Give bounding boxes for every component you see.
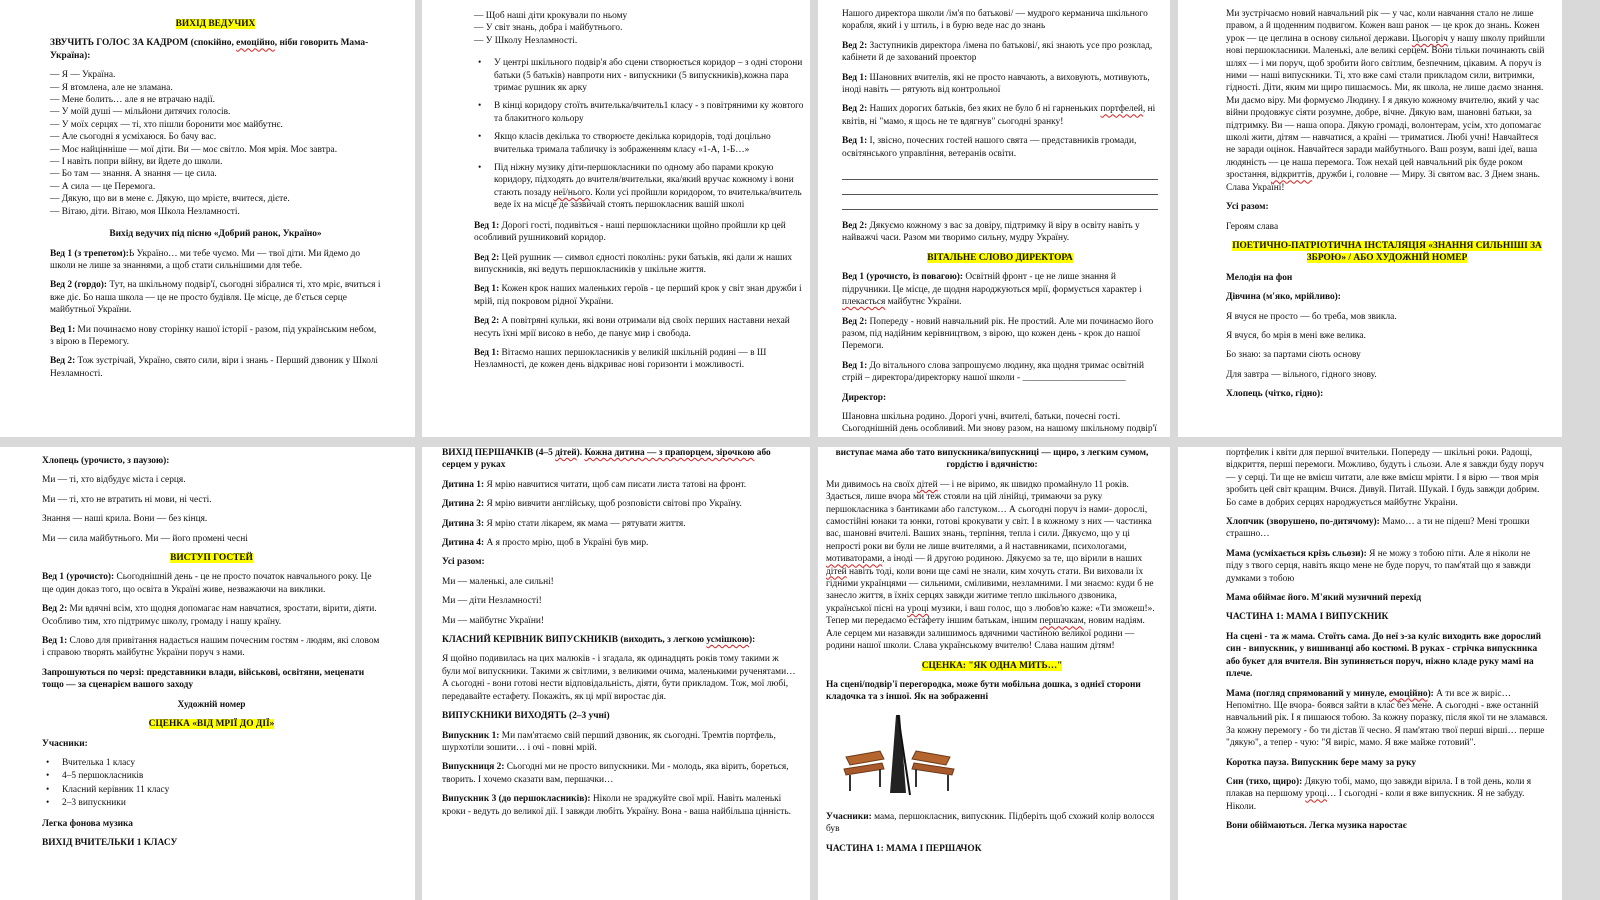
spellcheck-flag: портфелей — [1100, 104, 1143, 115]
dialogue-text: Цей рушник — символ єдності поколінь: руки батьків, які дали ж наших випускників, які ведуть першокласників у шкільне життя. — [474, 252, 793, 275]
dialogue-text: Дякуємо кожному з вас за довіру, підтримку й віру в освіту навіть у найважчі часи. Разом ми творимо сильну, мудру Україну. — [842, 221, 1140, 244]
fill-in-line — [842, 197, 1158, 210]
bullet-item: • У центрі шкільного подвір'я або сцени створюється коридор – з одні сторони батьки (5 батьків) навпроти них - випускники (5 випускників),кожна пара тримає рушник як арку — [488, 57, 810, 94]
document-page-3 — [818, 0, 1170, 437]
speaker-label: Вед 1: — [842, 72, 868, 83]
dialogue-text: Вітаємо наших першокласників у великій шкільній родині — в Ш Незламності, де кожен день відкриває нові горизонти і можливості. — [474, 347, 767, 371]
verse-lines — [474, 10, 810, 47]
dialogue-line — [50, 355, 381, 380]
section-heading-text: СЦЕНКА «ВІД МРІЇ ДО ДІЇ» — [148, 719, 275, 730]
dialogue-text: Ми пам'ятаємо свій перший дзвоник, як сьогодні. Тремтів портфель, шурхотіли зошити… і очі - повні мрій. — [442, 730, 776, 753]
verse-line: — Моє найцінніше — мої діти. Ви — моє світло. Моя мрія. Моє завтра. — [50, 144, 338, 155]
dialogue-line — [442, 761, 798, 786]
dialogue-text: Сьогодні ми не просто випускники. Ми - молодь, яка вірить, бореться, творить. І хочемо сказати вам, першачки… — [442, 762, 789, 785]
verse-line: — У моїх серцях — ті, хто пішли боронити моє майбутнє. — [50, 119, 283, 130]
dialogue-text: Я мрію навчитися читати, щоб сам писати листа татові на фронт. — [484, 479, 747, 490]
bold-paragraph: Хлопець (чітко, гідно): — [1226, 389, 1324, 400]
speaker-label: Вед 1: — [474, 220, 500, 231]
spellcheck-flag: плекається — [842, 297, 886, 308]
dialogue-text: Ніколи не зраджуйте свої мрії. Навіть маленькі кроки - ведуть до великої дії. І завжди любіть Україну. Вона - ваша найбільша цінність. — [442, 794, 791, 817]
paragraph: Ми — маленькі, але сильні! — [442, 576, 554, 587]
speaker-label: Вед 2: — [842, 221, 868, 232]
bold-paragraph: ЧАСТИНА 1: МАМА І ВИПУСКНИК — [1226, 612, 1389, 623]
dialogue-line — [442, 537, 798, 549]
dialogue-line — [50, 324, 381, 349]
bold-paragraph: ВИХІД ПЕРШАЧКІВ (4–5 дітей). Кожна дитина — з прапорцем, зірочкою або серцем у руках — [442, 448, 771, 471]
dialogue-line — [442, 730, 798, 755]
paragraph: Бо знаю: за партами сіють основу — [1226, 350, 1361, 361]
speaker-label: Вед 1 (урочисто, із повагою): — [842, 272, 964, 283]
verse-line: — І навіть попри війну, ви йдете до школи. — [50, 157, 223, 168]
dialogue-text: Ми починаємо нову сторінку нашої історії - разом, під українським небом, з вірою в Перемогу. — [50, 324, 377, 347]
dialogue-line — [842, 220, 1158, 245]
dialogue-text: Я мрію вивчити англійську, щоб розповісти світові про Україну. — [484, 499, 742, 510]
bullet-item: • Класний керівник 11 класу — [56, 784, 381, 796]
dialogue-line — [442, 518, 798, 530]
verse-line: — Але сьогодні я усміхаюся. Бо бачу вас. — [50, 132, 217, 143]
dialogue-line — [1226, 548, 1548, 585]
verse-line: — Я — Україна. — [50, 70, 116, 81]
spellcheck-flag: мотиваторами — [826, 554, 883, 565]
centered-bold-paragraph: виступає мама або тато випускника/випускниці — щиро, з легким сумом, гордістю і вдячністю: — [835, 448, 1149, 471]
dialogue-line — [42, 571, 381, 596]
paragraph: Я щойно подивилась на цих малюків - і згадала, як одинадцять років тому такими ж були мої випускники. Такими ж світлими, з великими очима, маленькими рученятами… А сьогодні - вони готові нести відповідальність, діяти, бути прикладом. Тож, мої любі, передавайте естафету. Покажіть, як ці мрії виростає дія. — [442, 654, 796, 702]
bold-paragraph: КЛАСНИЙ КЕРІВНИК ВИПУСКНИКІВ (виходить, з легкою усмішкою): — [442, 635, 756, 646]
speaker-label: Дитина 3: — [442, 518, 485, 529]
dialogue-text: Шановних вчителів, які не просто навчають, а виховують, мотивують, іноді навіть — рятують від контрольної — [842, 72, 1150, 96]
speaker-label: Вед 1 (урочисто): — [42, 572, 115, 583]
paragraph: Ми — діти Незламності! — [442, 596, 542, 607]
dialogue-text: Слово для привітання надається нашим почесним гостям - людям, які словом і справою творять майбутнє України поруч з нами. — [42, 636, 380, 659]
speaker-label: Дитина 1: — [442, 479, 485, 490]
paragraph: Шановна шкільна родино. Дорогі учні, вчителі, батьки, почесні гості. Сьогоднішній день особливий. Ми знову разом, на нашому шкільному подвір'ї — [842, 411, 1157, 435]
document-page-4 — [1178, 0, 1562, 437]
paragraph: Ми — ті, хто відбудує міста і серця. — [42, 475, 186, 486]
spellcheck-flag: усмішкою — [706, 635, 749, 646]
bench-right — [912, 751, 954, 791]
speaker-label: Вед 1 (з трепетом): — [50, 248, 129, 259]
spellcheck-flag: уроці — [1305, 789, 1327, 800]
dialogue-text: Тут, на шкільному подвір'ї, сьогодні зібралися ті, хто мріє, вчиться і вже діє. Бо наша школа — це не просто будівля. Це місце, де б'ється серце майбутньої України. — [50, 280, 381, 316]
dialogue-line — [474, 220, 810, 245]
spellcheck-flag: Кожна дитина — з прапорцем, зірочкою — [584, 448, 755, 458]
dialogue-line — [50, 248, 381, 273]
dialogue-line — [842, 40, 1158, 65]
document-page-2 — [422, 0, 810, 437]
dialogue-text: Дорогі гості, подивіться - наші першокласники щойно пройшли кр цей особливий рушниковий коридор. — [474, 220, 786, 244]
bold-paragraph: Хлопець (урочисто, з паузою): — [42, 456, 170, 466]
speaker-label: Дитина 4: — [442, 538, 485, 549]
verse-line: — А сила — це Перемога. — [50, 181, 156, 192]
speaker-label: Вед 1: — [842, 360, 868, 371]
dialogue-text: А ти все ж виріс… Непомітно. Ще вчора- боявся зайти в клас без мене. А сьогодні - вже останній навчальний рік. І я пишаюся тобою. За кожну поразку, після якої ти не зламався. За кожну перемогу - бо ти дістав її чесно. Я пам'ятаю твої перші вірші… перше "дякую", а тепер - чую: "Я виріс, мамо. Я вже майже готовий". — [1226, 688, 1548, 749]
dialogue-line — [842, 72, 1158, 97]
verse-line: — Мене болить… але я не втрачаю надії. — [50, 95, 215, 106]
speaker-label: Мама (усміхається крізь сльози): — [1226, 548, 1367, 559]
spellcheck-flag: емоційно — [236, 38, 275, 49]
speaker-label: Вед 2: — [50, 356, 76, 367]
dialogue-line — [442, 479, 798, 491]
dialogue-line — [474, 283, 810, 308]
dialogue-line — [842, 360, 1158, 385]
dialogue-text: Мамо… а ти не підеш? Мені трошки страшно… — [1226, 517, 1530, 540]
paragraph: Ми — майбутнє України! — [442, 615, 545, 626]
paragraph: Для завтра — вільного, гідного знову. — [1226, 369, 1377, 380]
bold-paragraph: Мама обіймає його. М'який музичний перехід — [1226, 593, 1422, 604]
verse-line: — У Школу Незламності. — [474, 35, 578, 46]
dialogue-text: Попереду - новий навчальний рік. Не простий. Але ми починаємо його разом, під надійним керівництвом, з вірою, що кожен день - крок до нашої Перемоги. — [842, 316, 1154, 352]
section-heading-text: ВИСТУП ГОСТЕЙ — [170, 553, 253, 564]
dialogue-text: Заступників директора /імена по батькові/, які знають усе про розклад, кабінети й де захований проектор — [842, 40, 1153, 64]
paragraph: Я вчуся, бо мрія в мені вже велика. — [1226, 330, 1366, 341]
bullet-list — [42, 757, 381, 810]
paragraph: Ми — ті, хто не втратить ні мови, ні честі. — [42, 494, 212, 505]
section-heading — [42, 552, 381, 564]
section-heading-text: ВІТАЛЬНЕ СЛОВО ДИРЕКТОРА — [927, 252, 1073, 263]
bench-left — [844, 751, 884, 791]
fill-in-line — [842, 167, 1158, 180]
dialogue-line — [1226, 516, 1548, 541]
dialogue-line — [842, 316, 1158, 353]
dialogue-line — [826, 811, 1158, 836]
dialogue-text: Ми вдячні всім, хто щодня допомагає нам навчатися, зростати, вірити, діяти. Особливо тим, хто підтримує школу, громаду і нашу країну. — [42, 604, 377, 627]
section-heading — [42, 718, 381, 730]
document-page-6 — [422, 447, 810, 900]
dialogue-line — [842, 103, 1158, 128]
spellcheck-flag: першачкам — [1039, 616, 1084, 627]
speaker-label: Випускник 1: — [442, 730, 500, 741]
speaker-label: Вед 1: — [474, 284, 500, 295]
speaker-label: Вед 2: — [42, 604, 68, 615]
spellcheck-flag: емоційно — [1388, 688, 1428, 699]
dialogue-line — [1226, 688, 1548, 750]
bold-paragraph: ВИХІД ВЧИТЕЛЬКИ 1 КЛАСУ — [42, 837, 178, 848]
verse-line: — У світ знань, добра і майбутнього. — [474, 23, 623, 34]
dialogue-line — [842, 271, 1158, 308]
speaker-label: Вед 2: — [474, 316, 500, 327]
bold-paragraph: На сцені/подвір'ї перегородка, може бути мобільна дошка, з однієї сторони кладочка та з іншої. Як на зображенні — [826, 679, 1141, 703]
bullet-item: • Якщо класів декілька то створюєте декілька коридорів, тоді доцільно вчителька тримала табличку із зображенням класу «1-А, 1-Б…» — [488, 131, 810, 156]
bullet-item: • 2–3 випускники — [56, 797, 381, 809]
bold-paragraph: На сцені - та ж мама. Стоїть сама. До неї з-за куліс виходить вже дорослий син - випускник, у вишиванці або костюмі. В руках - стрічка випускника або букет для вчителя. Він зупиняється поруч, ніжно кладе руку мамі на плече. — [1226, 631, 1542, 680]
dialogue-text: Я мрію стати лікарем, як мама — рятувати життя. — [484, 518, 686, 529]
dialogue-text: Дякую тобі, мамо, що завжди вірила. І в той день, коли я плакав на першому уроці… І сьогодні - коли я вже випускник. Я не забуду. Ніколи. — [1226, 776, 1532, 812]
paragraph: Ми зустрічаємо новий навчальний рік — у час, коли навчання стало не лише правом, а й щоденним подвигом. Кожен ваш ранок — це крок до знань. Кожен урок — це цеглина в основу сильної держави. Цьогоріч у нашу школу прийшли нові першокласники. Маленькі, але великі серцем. Вони тільки починають свій шлях — і ми поруч, щоб зробити його світлим, безпечним, цікавим. А поруч із ними — наші випускники. Ті, хто вже самі стали прикладом сили, витримки, гідності. Діти, яким ми щиро пишаємось. Ми, як школа, не лише даємо знання. Ми даємо віру. Ми формуємо Людину. І я дякую кожному вчителю, який у час війни продовжує сіяти розумне, добре, вічне. Дякую вам, шановні батьки, за підтримку. Ви — наша опора. Дякую громаді, волонтерам, усім, хто допомагає школі жити, дітям — навчатися, а країні — триматися. Любі учні! Навчайтеся не заради оцінок. Навчайтеся заради майбутнього. Ваш розум, ваші ідеї, ваша людяність — це наша перемога. Тож нехай цей навчальний рік буде роком зростання, відкриттів, дружби і, головне — Миру. Зі святом вас. З Днем знань. Слава Україні! — [1226, 9, 1545, 193]
section-heading-text: СЦЕНКА: "ЯК ОДНА МИТЬ…" — [921, 660, 1063, 671]
speaker-label: Дитина 2: — [442, 499, 485, 510]
speaker-label: Мама (погляд спрямований у минуле, емоційно): — [1226, 688, 1434, 699]
dialogue-text: Кожен крок наших маленьких героїв - це перший крок у світ знан дружби і мрій, під покровом рідної України. — [474, 284, 802, 307]
dialogue-text: І, звісно, почесних гостей нашого свята — представників громади, освітянського управління, ветеранів освіти. — [842, 136, 1137, 159]
section-heading-text: ВИХІД ВЕДУЧИХ — [175, 19, 256, 29]
speaker-label: Вед 1: — [50, 324, 76, 335]
bullet-item: • Під ніжну музику діти-першокласники по одному або парами крокую коридору, підходять до вчителя/вчительки, яка/який вручає кожному і вони стають позаду неї/нього. Коли усі пройшли коридором, то вчителька/вчитель веде їх на місце де зазвичай стоять першокласник вашій школі — [488, 162, 810, 212]
speaker-label: Хлопчик (зворушено, по-дитячому): — [1226, 517, 1380, 528]
dialogue-line — [42, 635, 381, 660]
dialogue-text: Сьогоднішній день - це не просто початок навчального року. Це ще один доказ того, що освіта в Україні живе, незважаючи на виклики. — [42, 572, 372, 595]
bold-paragraph: Мелодія на фон — [1226, 272, 1293, 283]
verse-line: — Бо там — знання. А знання — це сила. — [50, 169, 217, 180]
dialogue-text: До вітального слова запрошуємо людину, яка щодня тримає освітній стрій – директора/директорку нашої школи - ______________________ — [842, 360, 1145, 384]
verse-line: — Щоб наші діти крокували по ньому — [474, 11, 628, 21]
verse-line: — Вітаю, діти. Вітаю, моя Школа Незламності. — [50, 206, 240, 217]
paragraph: Героям слава — [1226, 221, 1279, 232]
dialogue-line — [42, 603, 381, 628]
paragraph: Нашого директора школи /ім'я по батькові/ — мудрого керманича шкільного корабля, який і у штиль, і в бурю веде нас до знань — [842, 9, 1148, 32]
bullet-list — [474, 57, 810, 211]
dialogue-text: Тож зустрічай, Україно, свято сили, віри і знань - Перший дзвоник у Школі Незламності. — [50, 356, 379, 379]
verse-lines — [50, 69, 381, 218]
verse-line: — Дякую, що ви в мене є. Дякую, що мрієте, вчитеся, дієте. — [50, 194, 290, 205]
speaker-label: Вед 2: — [842, 316, 868, 327]
dialogue-line — [474, 315, 810, 340]
verse-line: — У моїй душі — мільйони дитячих голосів. — [50, 107, 231, 118]
speaker-label: Вед 2: — [474, 252, 500, 263]
section-heading-text: ПОЕТИЧНО-ПАТРІОТИЧНА ІНСТАЛЯЦІЯ «ЗНАННЯ СИЛЬНІШІ ЗА ЗБРОЮ» / АБО ХУДОЖНІЙ НОМЕР — [1232, 240, 1542, 264]
section-heading — [842, 252, 1158, 264]
paragraph: Ми дивимось на своїх дітей — і не віримо, як швидко промайнуло 11 років. Здається, лише вчора ми теж стояли на цій лінійці, тримаючи за руку першокласника з бантиками або галстуком… А сьогодні поруч із нами- дорослі, самостійні юнаки та юнки, готові крокувати у світ. І в кожному з них — частинка вас, шановні вчителі. Ваших знань, терпіння, тепла і сили. Дякуємо, що у ці непрості роки ви були не лише вчителями, а й наставниками, психологами, мотиваторами, а іноді — й другою родиною. Дякуємо за те, що вірили в наших дітей навіть тоді, коли вони ще самі не знали, ким хочуть стати. Ви виховали їх гідними українцями — сильними, сміливими, незламними. І ми знаємо: куди б не занесло життя, в їхніх серцях завжди житиме тепло шкільного дзвоника, української пісні на уроці музики, і ваш голос, що з любов'ю каже: «Ти зможеш!». Тепер ми передаємо естафету іншим батькам, іншим першачкам, новим надіям. Але серцем ми назавжди залишимось вдячними частиною великої родини — родини нашої школи. Слава українському вчителю! Слава нашим дітям! — [826, 479, 1155, 652]
centered-bold-paragraph: Вихід ведучих під пісню «Добрий ранок, Україно» — [109, 229, 322, 240]
spellcheck-flag: дітей — [555, 448, 577, 458]
speaker-label: Син (тихо, щиро): — [1226, 776, 1303, 787]
dialogue-text: Ь Україно… ми тебе чуємо. Ми — твої діти. Ми йдемо до школи не лише за знаннями, а щоб стати сильнішими для тебе. — [50, 248, 361, 271]
spellcheck-flag: уроці — [907, 603, 929, 614]
bold-paragraph: Вони обіймаються. Легка музика наростає — [1226, 821, 1407, 832]
section-heading — [1226, 240, 1548, 265]
bold-paragraph: Дівчина (м'яко, мрійливо): — [1226, 292, 1341, 303]
speaker-label: Вед 2 (гордо): — [50, 280, 108, 291]
benches-illustration — [840, 711, 960, 801]
dialogue-line — [1226, 776, 1548, 813]
section-heading — [826, 660, 1158, 672]
dialogue-text: Наших дорогих батьків, без яких не було б ні гарненьких портфелей, ні квітів, ні "мамо, я щось не те вдягнув" сьогодні зранку! — [842, 104, 1156, 127]
speaker-label: Вед 2: — [842, 104, 868, 115]
dialogue-text: Освітній фронт - це не лише знання й підручники. Це місце, де щодня народжуються мрії, формується характер і плекається майбутнє України. — [842, 272, 1142, 308]
speaker-label: Вед 2: — [842, 40, 868, 51]
speaker-label: Вед 1: — [842, 136, 868, 147]
verse-line: — Я втомлена, але не зламана. — [50, 82, 173, 93]
dialogue-line — [442, 793, 798, 818]
spellcheck-flag: дітей — [826, 566, 847, 577]
speaker-label: Учасники: — [826, 811, 872, 822]
bold-paragraph: Запрошуються по черзі: представники влади, військові, освітяни, меценати тощо — за сценарієм вашого заходу — [42, 667, 365, 691]
dialogue-text: мама, першокласник, випускник. Підберіть щоб схожий колір волосся був — [826, 811, 1155, 835]
paragraph: Ми — сила майбутнього. Ми — його промені чесні — [42, 533, 248, 544]
document-page-7 — [818, 447, 1170, 900]
speaker-label: Вед 1: — [474, 347, 500, 358]
bold-paragraph: Усі разом: — [442, 557, 485, 568]
speaker-label: Випускниця 2: — [442, 762, 505, 773]
speaker-label: Випускник 3 (до першокласників): — [442, 794, 591, 805]
dialogue-line — [474, 252, 810, 277]
fill-in-line — [842, 182, 1158, 195]
spellcheck-flag: Цьогоріч — [1411, 33, 1448, 44]
dialogue-text: А повітряні кульки, які вони отримали від своїх перших наставни нехай несуть їхні мрії високо в небо, де панує мир і свобода. — [474, 316, 790, 339]
bold-paragraph: Учасники: — [42, 738, 88, 749]
dialogue-line — [50, 279, 381, 316]
bullet-item: • В кінці коридору стоїть вчителька/вчитель1 класу - з повітряними ку жовтого та блакитного кольору — [488, 100, 810, 125]
bold-paragraph: Директор: — [842, 392, 887, 403]
dialogue-text: А я просто мрію, щоб в Україні був мир. — [484, 538, 649, 549]
bullet-item: • Вчителька 1 класу — [56, 757, 381, 769]
fill-in-lines — [842, 167, 1158, 210]
bold-paragraph: Коротка пауза. Випускник бере маму за руку — [1226, 757, 1417, 768]
bullet-item: • 4–5 першокласників — [56, 770, 381, 782]
document-page-5 — [0, 447, 415, 900]
paragraph: Я вчуся не просто — бо треба, мов звикла. — [1226, 311, 1397, 322]
bold-paragraph: ЧАСТИНА 1: МАМА І ПЕРШАЧОК — [826, 843, 982, 854]
document-page-8 — [1178, 447, 1562, 900]
dialogue-line — [442, 498, 798, 510]
spellcheck-flag: дітей — [916, 479, 938, 490]
bold-paragraph: Усі разом: — [1226, 202, 1269, 213]
paragraph: Знання — наші крила. Вони — без кінця. — [42, 514, 208, 525]
spellcheck-flag: неї/нього — [553, 187, 591, 198]
centered-bold-paragraph: Художній номер — [177, 699, 246, 710]
dialogue-text: Я не можу з тобою піти. Але я ніколи не піду з твого серця, навіть якщо мене не буде поруч, то пам'ятай що я завжди думками з тобою — [1226, 548, 1531, 584]
section-heading — [50, 18, 381, 30]
dialogue-line — [474, 347, 810, 372]
spellcheck-flag: відкриттів — [1270, 170, 1313, 181]
dialogue-line — [842, 135, 1158, 160]
document-page-1 — [0, 0, 415, 437]
bold-paragraph: ВИПУСКНИКИ ВИХОДЯТЬ (2–3 учні) — [442, 711, 610, 722]
speaker-label: Вед 1: — [42, 636, 68, 647]
bold-paragraph: ЗВУЧИТЬ ГОЛОС ЗА КАДРОМ (спокійно, емоційно, ніби говорить Мама-Україна): — [50, 38, 369, 61]
bold-paragraph: Легка фонова музика — [42, 818, 133, 829]
paragraph: портфелик і квіти для першої вчительки. Попереду — шкільні роки. Радощі, відкриття, перші перемоги. Можливо, будуть і сльози. Але я завжди буду поруч — у серці. Ти ще не вмієш читати, але вже вмієш мріяти. І я вірю — твоя мрія зробить цей світ кращим. Вчися. Дивуй. Питай. Шукай. І будь завжди добрим. Бо саме в добрих серцях народжується майбутнє України. — [1226, 448, 1544, 508]
